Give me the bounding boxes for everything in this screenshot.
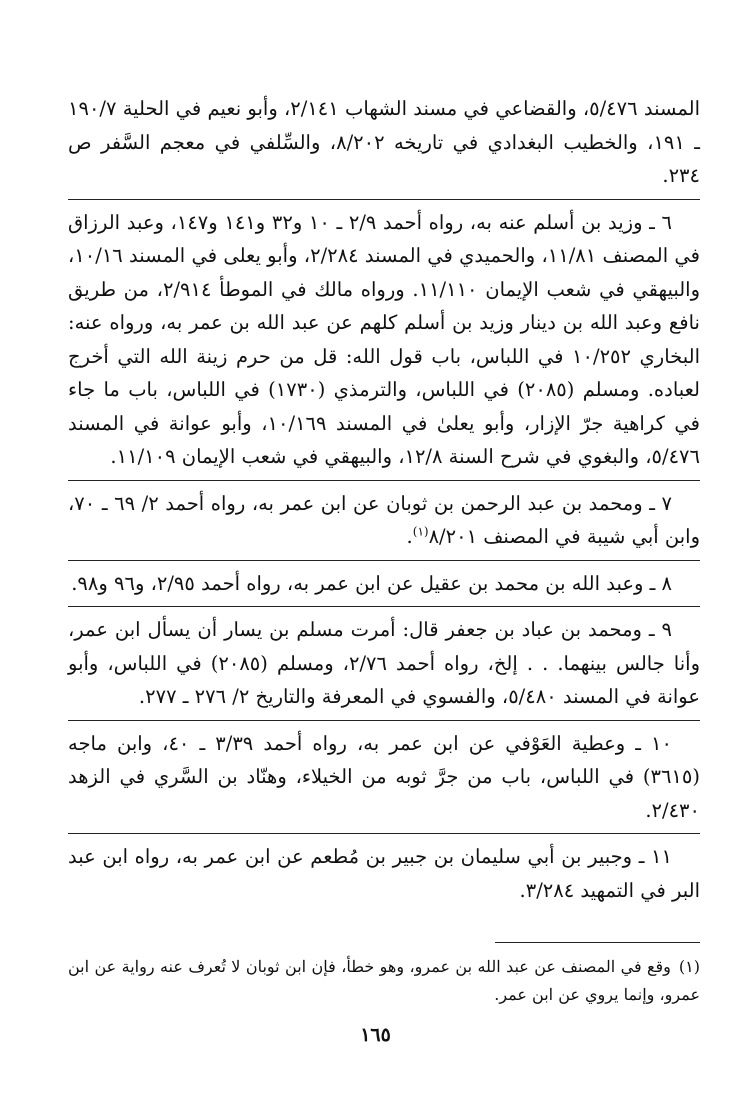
paragraph-item-7 [68,487,700,561]
paragraph-item-9: ٩ ـ ومحمد بن عباد بن جعفر قال: أمرت مسلم بن يسار أن يسأل ابن عمر، وأنا جالس بينهما. . . إلخ، رواه أحمد ٢/٧٦، ومسلم (٢٠٨٥) في اللباس، وأبو عوانة في المسند ٥/٤٨٠، والفسوي في المعرفة والتاريخ ٢/ ٢٧٦ ـ ٢٧٧. [68,613,700,721]
footnotes-section [68,942,700,1009]
page-number: ١٦٥ [360,1024,391,1046]
paragraph-item-7-text: ٧ ـ ومحمد بن عبد الرحمن بن ثوبان عن ابن عمر به، رواه أحمد ٢/ ٦٩ ـ ٧٠، وابن أبي شيبة في المصنف ٨/٢٠١ [68,491,700,548]
paragraph-continuation: المسند ٥/٤٧٦، والقضاعي في مسند الشهاب ٢/١٤١، وأبو نعيم في الحلية ١٩٠/٧ ـ ١٩١، والخطيب البغدادي في تاريخه ٨/٢٠٢، والسِّلفي في معجم السَّفر ص ٢٣٤. [68,92,700,200]
paragraph-item-10: ١٠ ـ وعطية العَوْفي عن ابن عمر به، رواه أحمد ٣/٣٩ ـ ٤٠، وابن ماجه (٣٦١٥) في اللباس، باب من جرَّ ثوبه من الخيلاء، وهنّاد بن السَّري في الزهد ٢/٤٣٠. [68,727,700,835]
page-body [68,92,700,907]
footnote-text: وقع في المصنف عن عبد الله بن عمرو، وهو خطأ، فإن ابن ثوبان لا تُعرف عنه رواية عن ابن عمرو، وإنما يروي عن ابن عمر. [68,957,700,1004]
footnote-number: (١) [678,957,700,976]
paragraph-item-8: ٨ ـ وعبد الله بن محمد بن عقيل عن ابن عمر به، رواه أحمد ٢/٩٥، و٩٦ و٩٨. [68,567,700,608]
footnote-1 [68,953,700,1009]
paragraph-item-7-end: . [406,525,413,548]
paragraph-item-11: ١١ ـ وجبير بن أبي سليمان بن جبير بن مُطعم عن ابن عمر به، رواه ابن عبد البر في التمهيد ٣/٢٨٤. [68,845,700,902]
paragraph-item-6: ٦ ـ وزيد بن أسلم عنه به، رواه أحمد ٢/٩ ـ ١٠ و٣٢ و١٤١ و١٤٧، وعبد الرزاق في المصنف ١١/٨١، والحميدي في المسند ٢/٢٨٤، وأبو يعلى في المسند ١٠/١٦، والبيهقي في شعب الإيمان ١١/١١٠. ورواه مالك في الموطأ ٢/٩١٤، من طريق نافع وعبد الله بن دينار وزيد بن أسلم كلهم عن عبد الله بن عمر به، ورواه عنه: البخاري ١٠/٢٥٢ في اللباس، باب قول الله: قل من حرم زينة الله التي أخرج لعباده. ومسلم (٢٠٨٥) في اللباس، والترمذي (١٧٣٠) في اللباس، باب ما جاء في كراهية جرّ الإزار، وأبو يعلىٰ في المسند ١٠/١٦٩، وأبو عوانة في المسند ٥/٤٧٦، والبغوي في شرح السنة ١٢/٨، والبيهقي في شعب الإيمان ١١/١٠٩. [68,206,700,481]
footnote-reference: (١) [412,524,429,539]
footnote-divider [495,942,700,943]
